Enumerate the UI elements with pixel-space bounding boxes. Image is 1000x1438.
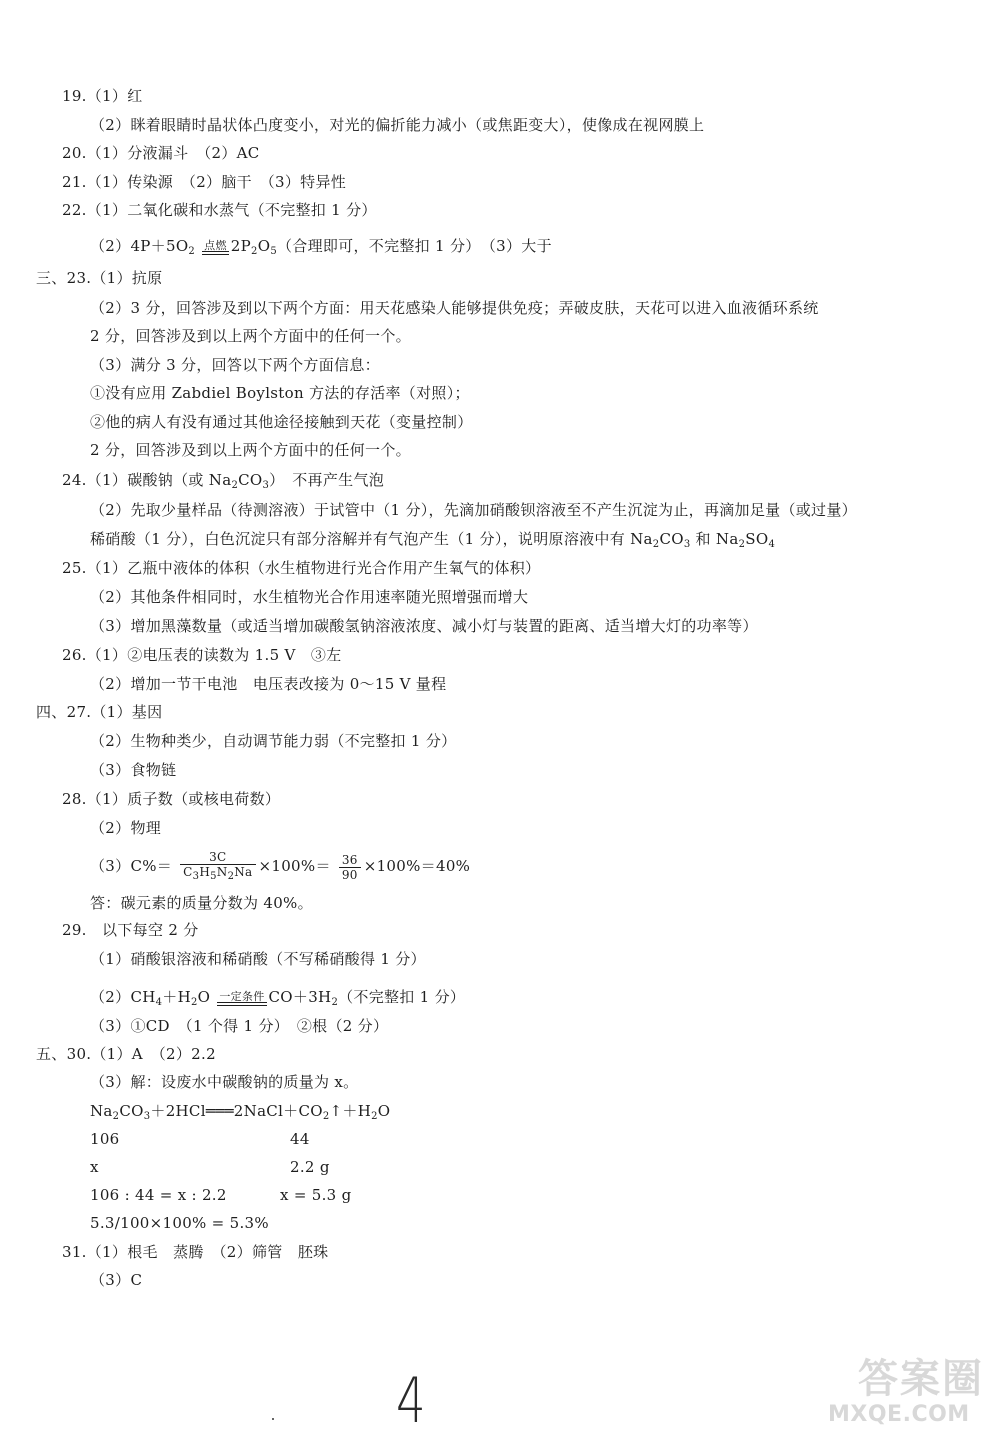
answer-line: 答：碳元素的质量分数为 40%。 [90,894,313,912]
answer-line: （1）硝酸银溶液和稀硝酸（不写稀硝酸得 1 分） [90,950,426,968]
reaction-condition: 一定条件 [217,991,266,1006]
answer-line: 四、27.（1）基因 [36,703,163,721]
answer-line: 26.（1）②电压表的读数为 1.5 V ③左 [62,646,342,664]
answer-line: 21.（1）传染源 （2）脑干 （3）特异性 [62,173,347,191]
answer-29-2-formula: $(2)CH_4+H_2O$ 一定条件 $CO+3H_2$（不完整扣 1 分） [90,988,466,1008]
answer-line: 29. 以下每空 2 分 [62,921,199,939]
scan-dot [272,1418,274,1420]
fraction-numeric: $\frac{36}{90}$ [339,853,361,882]
answer-line: （3）增加黑藻数量（或适当增加碳酸氢钠溶液浓度、减小灯与装置的距离、适当增大灯的功率等） [90,617,758,635]
answer-line: 20.（1）分液漏斗 （2）AC [62,144,260,162]
answer-30-equation: $Na_2CO_3+2HCl═══2NaCl+CO_2↑+H_2O$ [90,1102,391,1122]
answer-line: 31.（1）根毛 蒸腾 （2）筛管 胚珠 [62,1243,329,1261]
answer-line: （2）生物种类少，自动调节能力弱（不完整扣 1 分） [90,732,457,750]
answer-line: 25.（1）乙瓶中液体的体积（水生植物进行光合作用产生氧气的体积） [62,559,541,577]
answer-line: 2 分，回答涉及到以上两个方面中的任何一个。 [90,327,411,345]
watermark-logo: 答案圈 [858,1356,984,1402]
reaction-condition: 点燃 [202,240,229,255]
answer-line: （2）3 分，回答涉及到以下两个方面：用天花感染人能够提供免疫；弄破皮肤，天花可以进入血液循环系统 [90,299,819,317]
answer-line: ①没有应用 Zabdiel Boylston 方法的存活率（对照）； [90,384,470,402]
answer-line: x [90,1158,99,1176]
answer-line: 28.（1）质子数（或核电荷数） [62,790,281,808]
answer-line: 44 [290,1130,310,1148]
answer-22-2-formula: $(2)4P+5O_2$ 点燃 $2P_2O_5$（合理即可，不完整扣 1 分） （3）大于 [90,237,552,257]
answer-line: （3）C [90,1271,143,1289]
answer-line: （3）食物链 [90,761,177,779]
answer-line: ②他的病人有没有通过其他途径接触到天花（变量控制） [90,413,473,431]
answer-line: （2）眯着眼睛时晶状体凸度变小，对光的偏折能力减小（或焦距变大），使像成在视网膜上 [90,116,705,134]
fraction-carbon: $\frac{3C}{C_3H_5N_2Na}$ [180,850,255,884]
answer-24-2-continued: 稀硝酸（1 分），白色沉淀只有部分溶解并有气泡产生（1 分），说明原溶液中有 $Na_2CO_3$ 和 $Na_2SO_4$ [90,530,776,550]
answer-line: 19.（1）红 [62,87,143,105]
page-number: 4 [396,1364,426,1437]
answer-line: 5.3/100×100% = 5.3% [90,1214,269,1232]
answer-line: （3）①CD （1 个得 1 分） ②根（2 分） [90,1017,389,1035]
answer-line: （2）增加一节干电池 电压表改接为 0～15 V 量程 [90,675,447,693]
answer-28-3-formula: （3）C%＝ $\frac{3C}{C_3H_5N_2Na}$ ×100%＝ $\frac{36}{90}$ ×100%＝40% [90,850,471,882]
answer-line: （2）先取少量样品（待测溶液）于试管中（1 分），先滴加硝酸钡溶液至不产生沉淀为止，再滴加足量（或过量） [90,501,857,519]
answer-line: （2）物理 [90,819,162,837]
answer-line: 三、23.（1）抗原 [36,269,163,287]
answer-line: x = 5.3 g [280,1186,352,1204]
answer-24-1: 24.（1）碳酸钠（或 $Na_2CO_3$） 不再产生气泡 [62,471,385,491]
answer-line: 106 : 44 = x : 2.2 [90,1186,227,1204]
answer-line: （3）满分 3 分，回答以下两个方面信息： [90,356,380,374]
answer-line: （3）解：设废水中碳酸钠的质量为 x。 [90,1073,359,1091]
answer-line: 2.2 g [290,1158,330,1176]
watermark-url: MXQE.COM [828,1402,970,1427]
answer-line: 106 [90,1130,120,1148]
answer-line: 五、30.（1）A （2）2.2 [36,1045,216,1063]
answer-line: 22.（1）二氧化碳和水蒸气（不完整扣 1 分） [62,201,377,219]
answer-line: （2）其他条件相同时，水生植物光合作用速率随光照增强而增大 [90,588,529,606]
answer-line: 2 分，回答涉及到以上两个方面中的任何一个。 [90,441,411,459]
